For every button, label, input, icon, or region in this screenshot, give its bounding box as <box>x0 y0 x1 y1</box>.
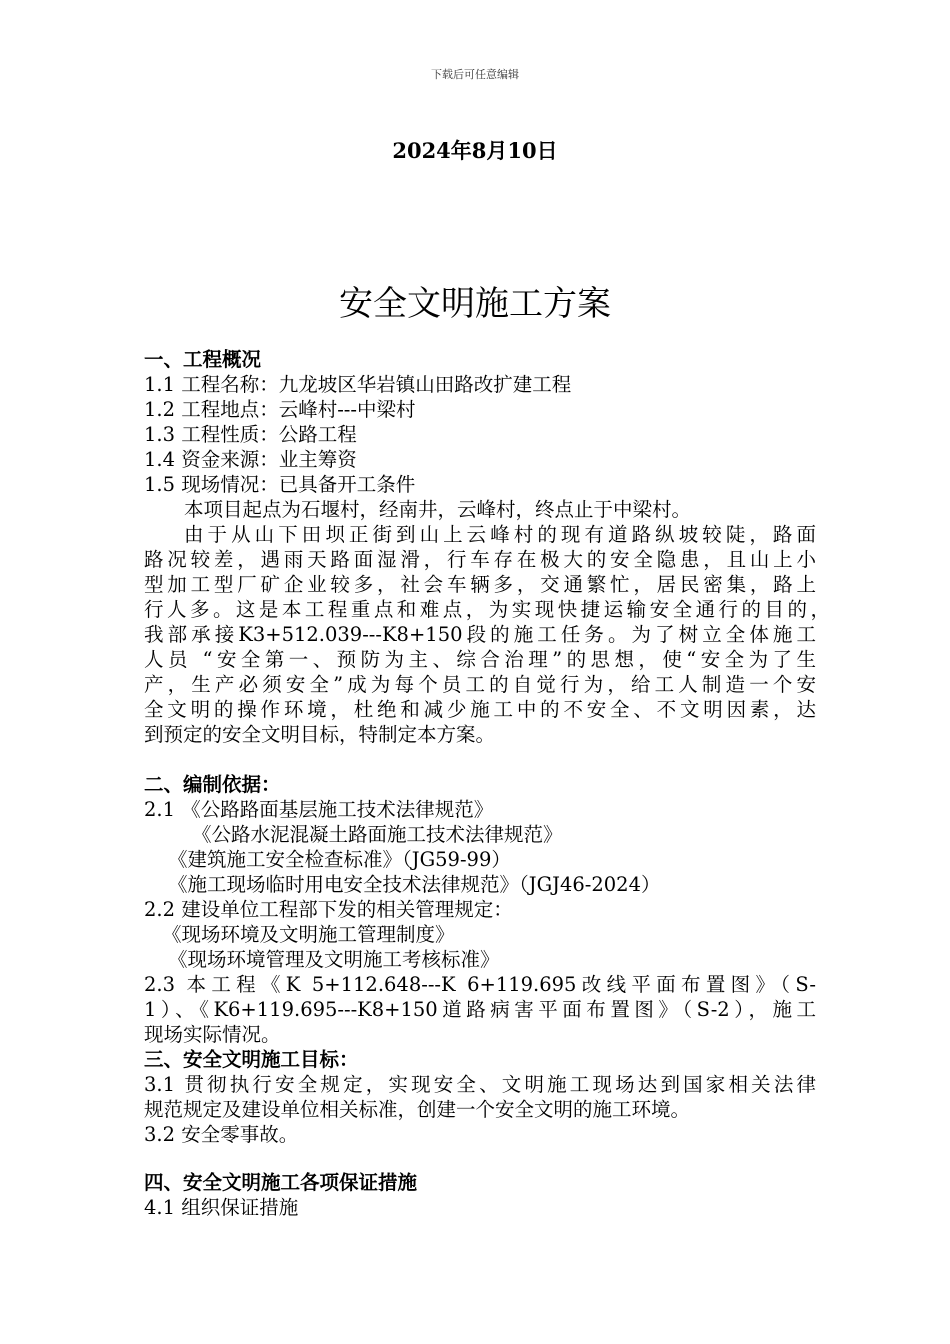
document-date: 2024年8月10日 <box>392 138 558 163</box>
list-item: 规范规定及建设单位相关标准，创建一个安全文明的施工环境。 <box>144 1098 691 1121</box>
section-measures <box>144 1170 816 1220</box>
list-item: 《施工现场临时用电安全技术法律规范》（JGJ46-2024） <box>168 873 661 896</box>
paragraph-line: 行人多。这是本工程重点和难点，为实现快捷运输安全通行的目的， <box>144 598 830 621</box>
section-heading: 一、工程概况 <box>144 348 262 371</box>
section-goals <box>144 1047 816 1147</box>
list-item: 1.3 工程性质：公路工程 <box>144 423 357 446</box>
paragraph-line: 全文明的操作环境，杜绝和减少施工中的不安全、不文明因素，达 <box>144 698 816 721</box>
list-item: 1）、《K6+119.695---K8+150道路病害平面布置图》（S-2），施工 <box>144 998 816 1021</box>
list-item: 2.3 本工程《K 5+112.648---K 6+119.695改线平面布置图》（S- <box>144 973 816 996</box>
paragraph-line: 型加工型厂矿企业较多，社会车辆多，交通繁忙，居民密集，路上 <box>144 573 816 596</box>
paragraph: 本项目起点为石堰村，经南井，云峰村，终点止于中梁村。 <box>184 498 692 521</box>
list-item: 《建筑施工安全检查标准》（JG59-99） <box>168 848 511 871</box>
list-item: 《公路水泥混凝土路面施工技术法律规范》 <box>192 823 563 846</box>
list-item: 2.1 《公路路面基层施工技术法律规范》 <box>144 798 494 821</box>
section-overview <box>144 347 830 747</box>
list-item: 1.5 现场情况：已具备开工条件 <box>144 473 416 496</box>
list-item: 1.4 资金来源：业主筹资 <box>144 448 357 471</box>
paragraph-line: 人员 “安全第一、预防为主、综合治理”的思想，使“安全为了生 <box>144 648 816 671</box>
list-item: 现场实际情况。 <box>144 1023 281 1046</box>
list-item: 《现场环境及文明施工管理制度》 <box>162 923 455 946</box>
list-item: 《现场环境管理及文明施工考核标准》 <box>168 948 500 971</box>
list-item: 1.1 工程名称：九龙坡区华岩镇山田路改扩建工程 <box>144 373 572 396</box>
section-heading: 三、安全文明施工目标： <box>144 1048 359 1071</box>
paragraph-line: 由于从山下田坝正街到山上云峰村的现有道路纵坡较陡，路面 <box>184 523 816 546</box>
paragraph-line: 到预定的安全文明目标，特制定本方案。 <box>144 723 496 746</box>
list-item: 3.2 安全零事故。 <box>144 1123 299 1146</box>
list-item: 2.2 建设单位工程部下发的相关管理规定： <box>144 898 513 921</box>
list-item: 3.1 贯彻执行安全规定，实现安全、文明施工现场达到国家相关法律 <box>144 1073 816 1096</box>
section-heading: 四、安全文明施工各项保证措施 <box>144 1171 418 1194</box>
paragraph-line: 产，生产必须安全”成为每个员工的自觉行为，给工人制造一个安 <box>144 673 816 696</box>
list-item: 4.1 组织保证措施 <box>144 1196 299 1219</box>
paragraph-line: 路况较差，遇雨天路面湿滑，行车存在极大的安全隐患，且山上小 <box>144 548 816 571</box>
paragraph-line: 我部承接K3+512.039---K8+150段的施工任务。为了树立全体施工 <box>144 623 816 646</box>
document-title: 安全文明施工方案 <box>339 284 611 324</box>
section-heading: 二、编制依据： <box>144 773 281 796</box>
header-note: 下载后可任意编辑 <box>431 68 519 81</box>
section-basis <box>144 772 816 1047</box>
list-item: 1.2 工程地点：云峰村---中梁村 <box>144 398 416 421</box>
